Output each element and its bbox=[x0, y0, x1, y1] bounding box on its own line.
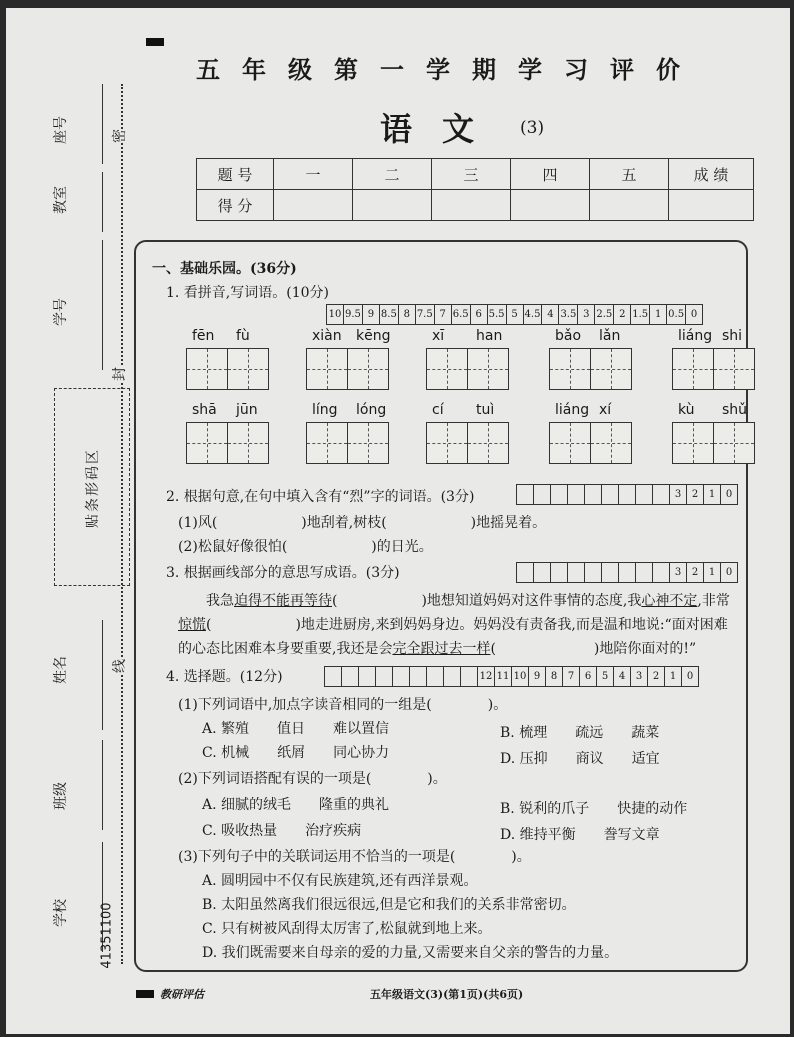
seal-mi: 密 bbox=[109, 129, 129, 143]
score-option[interactable]: 6 bbox=[471, 305, 488, 324]
pinyin-label: xí bbox=[599, 402, 612, 418]
score-option[interactable]: 8 bbox=[546, 667, 563, 686]
q4-score-strip bbox=[324, 666, 699, 687]
score-blank-box bbox=[653, 485, 670, 504]
character-cell[interactable] bbox=[549, 348, 591, 390]
pinyin-label: shi bbox=[722, 328, 743, 344]
class-line bbox=[102, 740, 103, 830]
pinyin-label: xiàn bbox=[312, 328, 342, 344]
footer-mark bbox=[136, 990, 154, 998]
character-cell[interactable] bbox=[590, 348, 632, 390]
score-blank-box bbox=[325, 667, 342, 686]
score-option[interactable]: 3 bbox=[631, 667, 648, 686]
pinyin-label: fēn bbox=[192, 328, 215, 344]
score-blank-box bbox=[636, 485, 653, 504]
pinyin-label: cí bbox=[432, 402, 444, 418]
q3-text: 我急 bbox=[206, 593, 234, 609]
pinyin-label: fù bbox=[236, 328, 250, 344]
q4-sub1-option-b: B. 梳理 疏远 蔬菜 bbox=[500, 725, 660, 741]
pinyin-label: jūn bbox=[236, 402, 258, 418]
barcode-area-label: 贴条形码区 bbox=[85, 448, 101, 528]
score-option[interactable]: 12 bbox=[478, 667, 495, 686]
score-option[interactable]: 6.5 bbox=[452, 305, 471, 324]
score-table-score-row bbox=[197, 190, 754, 221]
score-option[interactable]: 1 bbox=[704, 485, 721, 504]
score-option[interactable]: 4 bbox=[614, 667, 631, 686]
score-blank-box bbox=[393, 667, 410, 686]
score-blank-box bbox=[376, 667, 393, 686]
score-option[interactable]: 9 bbox=[529, 667, 546, 686]
q1-prompt: 1. 看拼音,写词语。(10分) bbox=[166, 285, 329, 301]
character-cell[interactable] bbox=[467, 348, 509, 390]
label-class: 班级 bbox=[53, 782, 69, 810]
q4-sub1-option-a: A. 繁殖 值日 难以置信 bbox=[202, 721, 390, 737]
pinyin-label: shā bbox=[192, 402, 217, 418]
score-header-cell: 四 bbox=[511, 159, 590, 190]
score-option[interactable]: 10 bbox=[327, 305, 344, 324]
score-blank-box bbox=[585, 485, 602, 504]
score-cell[interactable] bbox=[274, 190, 353, 221]
score-blank-box bbox=[568, 485, 585, 504]
character-cell[interactable] bbox=[426, 348, 468, 390]
score-cell[interactable] bbox=[669, 190, 754, 221]
q3-text: 的心态比困难本身要重要,我还是会 bbox=[178, 641, 393, 657]
score-option[interactable]: 8.5 bbox=[380, 305, 399, 324]
classroom-line bbox=[102, 172, 103, 232]
score-option[interactable]: 5 bbox=[597, 667, 614, 686]
exam-title: 五年级第一学期学习评价 bbox=[196, 55, 702, 84]
q4-sub3-option-a: A. 圆明园中不仅有民族建筑,还有西洋景观。 bbox=[202, 873, 478, 889]
q3-line3 bbox=[178, 638, 696, 658]
q4-sub3: (3)下列句子中的关联词运用不恰当的一项是( )。 bbox=[178, 849, 531, 865]
q4-sub2-option-d: D. 维持平衡 誊写文章 bbox=[500, 827, 660, 843]
score-header-cell: 成 绩 bbox=[669, 159, 754, 190]
score-header-cell: 二 bbox=[353, 159, 432, 190]
writing-grid bbox=[306, 348, 387, 390]
subject-title: 语文 bbox=[380, 110, 505, 148]
q2-line1: (1)风( )地刮着,树枝( )地摇晃着。 bbox=[178, 515, 547, 531]
q3-text: ( )地想知道妈妈对这件事情的态度,我 bbox=[332, 593, 642, 609]
score-option[interactable]: 5.5 bbox=[488, 305, 507, 324]
score-blank-box bbox=[517, 485, 534, 504]
score-option[interactable]: 2.5 bbox=[595, 305, 614, 324]
q4-sub1-option-c: C. 机械 纸屑 同心协力 bbox=[202, 745, 390, 761]
score-option[interactable]: 7 bbox=[563, 667, 580, 686]
score-option[interactable]: 8 bbox=[399, 305, 416, 324]
pinyin-label: han bbox=[476, 328, 503, 344]
score-option[interactable]: 7.5 bbox=[416, 305, 435, 324]
score-option[interactable]: 5 bbox=[507, 305, 524, 324]
pinyin-label: kù bbox=[678, 402, 695, 418]
score-option[interactable]: 0 bbox=[725, 489, 733, 500]
score-option[interactable]: 6 bbox=[580, 667, 597, 686]
score-header-cell: 题 号 bbox=[197, 159, 274, 190]
score-blank-box bbox=[585, 563, 602, 582]
score-blank-box bbox=[551, 485, 568, 504]
label-classroom: 教室 bbox=[53, 186, 69, 214]
score-blank-box bbox=[534, 485, 551, 504]
score-option[interactable]: 4.5 bbox=[524, 305, 543, 324]
writing-grid bbox=[672, 422, 753, 464]
writing-grid bbox=[549, 422, 630, 464]
score-blank-box bbox=[619, 485, 636, 504]
score-cell[interactable] bbox=[590, 190, 669, 221]
score-blank-box bbox=[619, 563, 636, 582]
writing-grid bbox=[306, 422, 387, 464]
pinyin-label: kēng bbox=[356, 328, 391, 344]
score-option[interactable]: 1 bbox=[704, 563, 721, 582]
q4-sub3-option-b: B. 太阳虽然离我们很远很远,但是它和我们的关系非常密切。 bbox=[202, 897, 576, 913]
pinyin-label: lǎn bbox=[599, 328, 621, 344]
pinyin-label: lóng bbox=[356, 402, 387, 418]
q2-score-strip bbox=[516, 484, 738, 505]
score-blank-box bbox=[461, 667, 478, 686]
seal-xian: 线 bbox=[109, 659, 129, 673]
writing-grid bbox=[426, 348, 507, 390]
writing-grid bbox=[549, 348, 630, 390]
exam-sheet bbox=[6, 8, 790, 1034]
character-cell[interactable] bbox=[426, 422, 468, 464]
paper-number: (3) bbox=[520, 118, 545, 138]
pinyin-label: shǔ bbox=[722, 402, 748, 418]
score-blank-box bbox=[427, 667, 444, 686]
character-cell[interactable] bbox=[467, 422, 509, 464]
writing-grid bbox=[426, 422, 507, 464]
q3-text: ( )地走进厨房,来到妈妈身边。妈妈没有责备我,而是温和地说:“面对困难 bbox=[206, 617, 728, 633]
footer-left: 教研评估 bbox=[160, 988, 204, 1001]
score-option[interactable]: 2 bbox=[687, 485, 704, 504]
label-school: 学校 bbox=[53, 899, 69, 927]
q3-line1 bbox=[206, 590, 730, 610]
score-option[interactable]: 3.5 bbox=[559, 305, 578, 324]
score-option[interactable]: 7 bbox=[435, 305, 452, 324]
score-header-cell: 五 bbox=[590, 159, 669, 190]
q4-sub2-option-a: A. 细腻的绒毛 隆重的典礼 bbox=[202, 797, 390, 813]
q3-text: ,非常 bbox=[697, 593, 730, 609]
score-option[interactable]: 11 bbox=[495, 667, 512, 686]
footer-center: 五年级语文(3)(第1页)(共6页) bbox=[370, 988, 524, 1001]
writing-grid bbox=[672, 348, 753, 390]
score-cell[interactable] bbox=[432, 190, 511, 221]
q4-sub2-option-c: C. 吸收热量 治疗疾病 bbox=[202, 823, 362, 839]
score-blank-box bbox=[551, 563, 568, 582]
character-cell[interactable] bbox=[590, 422, 632, 464]
score-blank-box bbox=[602, 485, 619, 504]
q4-sub2-option-b: B. 锐利的爪子 快捷的动作 bbox=[500, 801, 688, 817]
character-cell[interactable] bbox=[672, 348, 714, 390]
character-cell[interactable] bbox=[549, 422, 591, 464]
score-blank-box bbox=[568, 563, 585, 582]
score-option[interactable]: 0 bbox=[686, 671, 694, 682]
label-name: 姓名 bbox=[53, 656, 69, 684]
score-blank-box bbox=[534, 563, 551, 582]
q1-score-strip bbox=[326, 304, 703, 325]
score-option[interactable]: 10 bbox=[512, 667, 529, 686]
score-option[interactable]: 2 bbox=[614, 305, 631, 324]
q4-prompt: 4. 选择题。(12分) bbox=[166, 669, 283, 685]
score-option[interactable]: 3 bbox=[578, 305, 595, 324]
score-blank-box bbox=[444, 667, 461, 686]
section-heading: 一、基础乐园。(36分) bbox=[152, 261, 297, 277]
pinyin-label: bǎo bbox=[555, 328, 582, 344]
score-header-cell: 三 bbox=[432, 159, 511, 190]
q3-line2 bbox=[178, 614, 728, 634]
q4-sub1-option-d: D. 压抑 商议 适宜 bbox=[500, 751, 660, 767]
writing-grid bbox=[186, 348, 267, 390]
seal-feng: 封 bbox=[109, 367, 129, 381]
pinyin-label: liáng bbox=[555, 402, 590, 418]
character-cell[interactable] bbox=[347, 422, 389, 464]
score-blank-box bbox=[636, 563, 653, 582]
q3-underlined: 迫得不能再等待 bbox=[234, 593, 332, 609]
score-table-header-row bbox=[197, 159, 754, 190]
score-option[interactable]: 2 bbox=[687, 563, 704, 582]
registration-mark bbox=[146, 38, 164, 46]
score-option[interactable]: 9.5 bbox=[344, 305, 363, 324]
student-no-line bbox=[102, 240, 103, 370]
score-cell[interactable] bbox=[511, 190, 590, 221]
score-blank-box bbox=[653, 563, 670, 582]
score-blank-box bbox=[410, 667, 427, 686]
score-row-label: 得 分 bbox=[197, 190, 274, 221]
score-blank-box bbox=[359, 667, 376, 686]
score-blank-box bbox=[517, 563, 534, 582]
pinyin-label: líng bbox=[312, 402, 338, 418]
character-cell[interactable] bbox=[672, 422, 714, 464]
score-option[interactable]: 0.5 bbox=[667, 305, 686, 324]
score-option[interactable]: 3 bbox=[670, 563, 687, 582]
q4-sub1: (1)下列词语中,加点字读音相同的一组是( )。 bbox=[178, 697, 508, 713]
score-option[interactable]: 1 bbox=[650, 305, 667, 324]
score-table bbox=[196, 158, 754, 221]
character-cell[interactable] bbox=[347, 348, 389, 390]
score-option[interactable]: 1 bbox=[665, 667, 682, 686]
label-student-no: 学号 bbox=[53, 298, 69, 326]
score-cell[interactable] bbox=[353, 190, 432, 221]
character-cell[interactable] bbox=[227, 348, 269, 390]
q4-sub3-option-c: C. 只有树被风刮得太厉害了,松鼠就到地上来。 bbox=[202, 921, 492, 937]
score-header-cell: 一 bbox=[274, 159, 353, 190]
q3-score-strip bbox=[516, 562, 738, 583]
pinyin-label: liáng bbox=[678, 328, 713, 344]
character-cell[interactable] bbox=[306, 348, 348, 390]
character-cell[interactable] bbox=[186, 422, 228, 464]
school-code: 41351100 bbox=[99, 902, 115, 969]
writing-grid bbox=[186, 422, 267, 464]
score-option[interactable]: 0 bbox=[725, 567, 733, 578]
q4-sub2: (2)下列词语搭配有误的一项是( )。 bbox=[178, 771, 447, 787]
q2-prompt: 2. 根据句意,在句中填入含有“烈”字的词语。(3分) bbox=[166, 489, 475, 505]
pinyin-label: tuì bbox=[476, 402, 495, 418]
score-option[interactable]: 0 bbox=[690, 309, 698, 320]
score-option[interactable]: 2 bbox=[648, 667, 665, 686]
character-cell[interactable] bbox=[713, 348, 755, 390]
q4-sub3-option-d: D. 我们既需要来自母亲的爱的力量,又需要来自父亲的警告的力量。 bbox=[202, 945, 619, 961]
score-blank-box bbox=[602, 563, 619, 582]
score-option[interactable]: 1.5 bbox=[631, 305, 650, 324]
character-cell[interactable] bbox=[713, 422, 755, 464]
label-seat: 座号 bbox=[53, 116, 69, 144]
character-cell[interactable] bbox=[186, 348, 228, 390]
character-cell[interactable] bbox=[306, 422, 348, 464]
q2-line2: (2)松鼠好像很怕( )的日光。 bbox=[178, 539, 433, 555]
q3-underlined: 惊慌 bbox=[178, 617, 206, 633]
score-option[interactable]: 4 bbox=[542, 305, 559, 324]
pinyin-label: xī bbox=[432, 328, 445, 344]
character-cell[interactable] bbox=[227, 422, 269, 464]
score-blank-box bbox=[342, 667, 359, 686]
seat-line bbox=[102, 84, 103, 164]
name-line bbox=[102, 620, 103, 730]
score-option[interactable]: 3 bbox=[670, 485, 687, 504]
q3-underlined: 完全跟过去一样 bbox=[392, 641, 491, 657]
q3-text: ( )地陪你面对的!” bbox=[490, 641, 697, 657]
q3-underlined: 心神不定 bbox=[641, 593, 698, 609]
q3-prompt: 3. 根据画线部分的意思写成语。(3分) bbox=[166, 565, 400, 581]
score-option[interactable]: 9 bbox=[363, 305, 380, 324]
